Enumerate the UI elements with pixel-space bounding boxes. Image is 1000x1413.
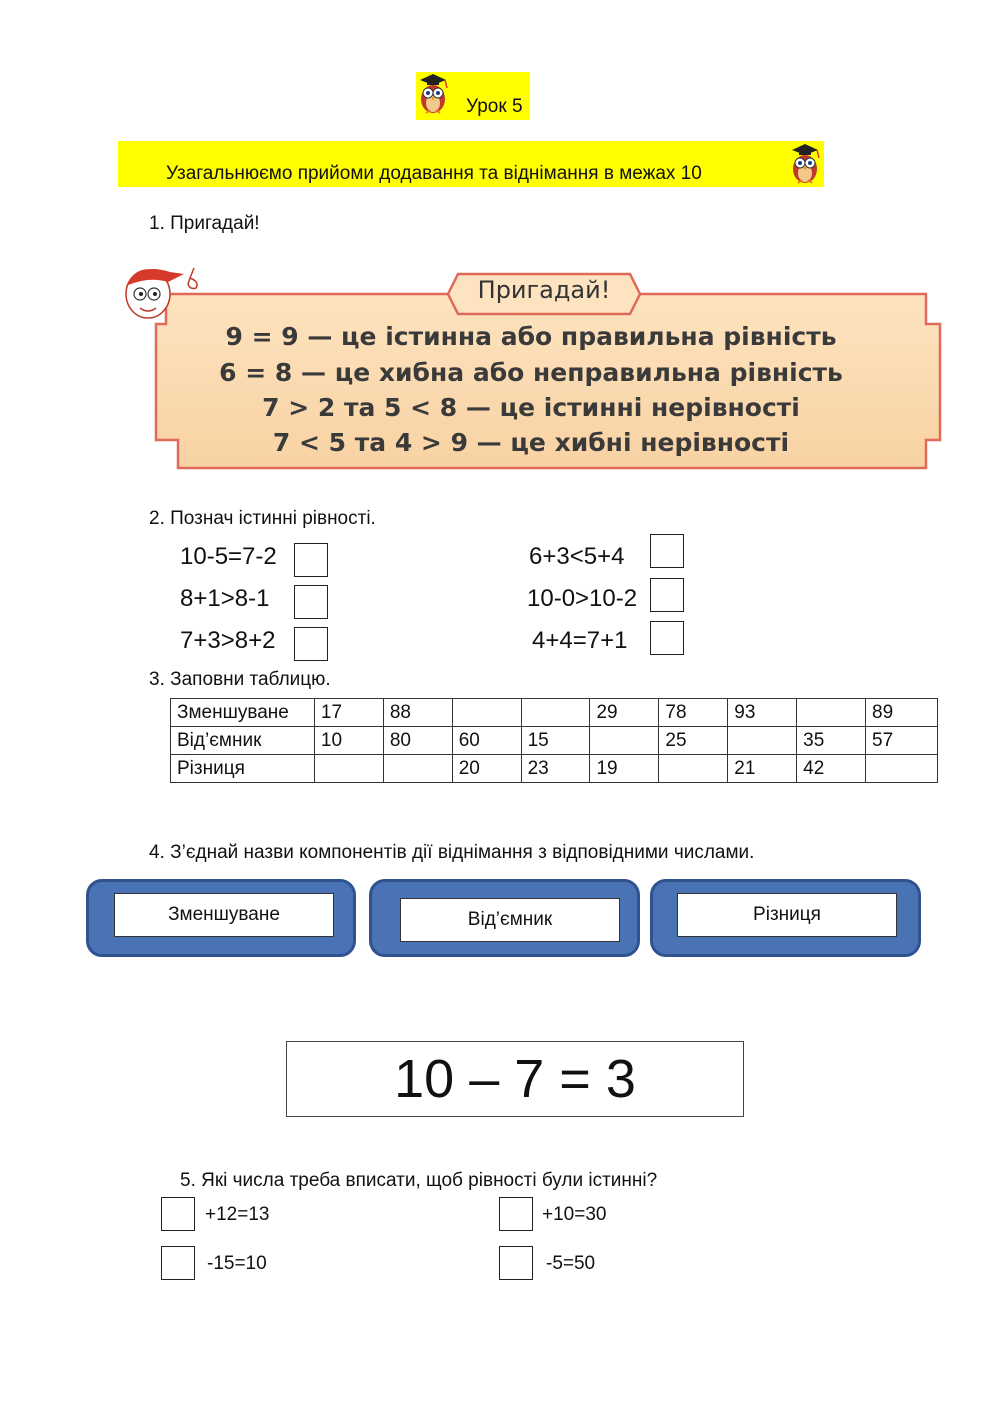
table-cell[interactable] — [521, 699, 590, 727]
inequality-text: 4+4=7+1 — [532, 627, 628, 654]
table-cell[interactable]: 21 — [728, 755, 797, 783]
answer-input-box[interactable] — [499, 1246, 533, 1280]
table-cell[interactable]: 29 — [590, 699, 659, 727]
table-cell[interactable]: 88 — [383, 699, 452, 727]
answer-checkbox[interactable] — [650, 621, 684, 655]
table-cell[interactable] — [452, 699, 521, 727]
lesson-label: Урок 5 — [466, 96, 523, 117]
table-cell[interactable]: 15 — [521, 727, 590, 755]
topic-label: Узагальнюємо прийоми додавання та віднімання в межах 10 — [166, 163, 702, 184]
table-cell[interactable] — [383, 755, 452, 783]
table-cell[interactable]: 57 — [866, 727, 938, 755]
row-header: Зменшуване — [171, 699, 315, 727]
inequality-text: 10-0>10-2 — [527, 585, 638, 612]
equation-text: +10=30 — [542, 1204, 607, 1225]
answer-input-box[interactable] — [499, 1197, 533, 1231]
table-cell[interactable]: 78 — [659, 699, 728, 727]
equation-text: -5=50 — [546, 1253, 596, 1274]
table-cell[interactable]: 80 — [383, 727, 452, 755]
subtraction-table — [170, 698, 938, 783]
remember-panel — [118, 262, 944, 472]
remember-line: 9 = 9 — це істинна або правильна рівність — [225, 322, 837, 351]
lesson-title — [416, 72, 530, 120]
remember-panel-title: Пригадай! — [477, 276, 611, 304]
table-cell[interactable]: 17 — [314, 699, 383, 727]
minuend-label[interactable]: Зменшуване — [114, 893, 334, 937]
table-cell[interactable]: 42 — [797, 755, 866, 783]
owl-icon — [788, 142, 822, 186]
inequality-text: 6+3<5+4 — [529, 543, 625, 570]
table-cell[interactable] — [728, 727, 797, 755]
remember-line: 7 > 2 та 5 < 8 — це істинні нерівності — [262, 393, 800, 422]
inequality-text: 8+1>8-1 — [180, 585, 270, 612]
answer-input-box[interactable] — [161, 1246, 195, 1280]
difference-label[interactable]: Різниця — [677, 893, 897, 937]
table-cell[interactable] — [659, 755, 728, 783]
table-cell[interactable]: 93 — [728, 699, 797, 727]
table-cell[interactable] — [797, 699, 866, 727]
table-cell[interactable] — [590, 727, 659, 755]
task1-heading: 1. Пригадай! — [149, 213, 260, 234]
equation-text: +12=13 — [205, 1204, 270, 1225]
remember-line: 7 < 5 та 4 > 9 — це хибні нерівності — [272, 428, 790, 457]
table-cell[interactable]: 60 — [452, 727, 521, 755]
answer-checkbox[interactable] — [294, 585, 328, 619]
table-cell[interactable]: 19 — [590, 755, 659, 783]
table-row — [171, 755, 938, 783]
inequality-text: 7+3>8+2 — [180, 627, 276, 654]
row-header: Різниця — [171, 755, 315, 783]
task3-heading: 3. Заповни таблицю. — [149, 669, 331, 690]
table-cell[interactable]: 25 — [659, 727, 728, 755]
subtrahend-label[interactable]: Від’ємник — [400, 898, 620, 942]
table-cell[interactable] — [314, 755, 383, 783]
table-row — [171, 699, 938, 727]
row-header: Від’ємник — [171, 727, 315, 755]
answer-checkbox[interactable] — [650, 578, 684, 612]
owl-icon — [416, 72, 450, 116]
inequality-text: 10-5=7-2 — [180, 543, 277, 570]
table-cell[interactable]: 89 — [866, 699, 938, 727]
task5-heading: 5. Які числа треба вписати, щоб рівності були істинні? — [180, 1170, 658, 1191]
answer-input-box[interactable] — [161, 1197, 195, 1231]
table-cell[interactable] — [866, 755, 938, 783]
table-row — [171, 727, 938, 755]
subtraction-equation: 10 – 7 = 3 — [286, 1041, 744, 1117]
table-cell[interactable]: 10 — [314, 727, 383, 755]
table-cell[interactable]: 23 — [521, 755, 590, 783]
table-cell[interactable]: 35 — [797, 727, 866, 755]
topic-title — [118, 141, 824, 187]
answer-checkbox[interactable] — [650, 534, 684, 568]
task2-heading: 2. Познач істинні рівності. — [149, 508, 376, 529]
equation-text: -15=10 — [207, 1253, 267, 1274]
answer-checkbox[interactable] — [294, 543, 328, 577]
answer-checkbox[interactable] — [294, 627, 328, 661]
remember-line: 6 = 8 — це хибна або неправильна рівність — [219, 358, 843, 387]
table-cell[interactable]: 20 — [452, 755, 521, 783]
boy-mascot-icon — [118, 262, 204, 326]
task4-heading: 4. З’єднай назви компонентів дії віднімання з відповідними числами. — [149, 842, 755, 863]
